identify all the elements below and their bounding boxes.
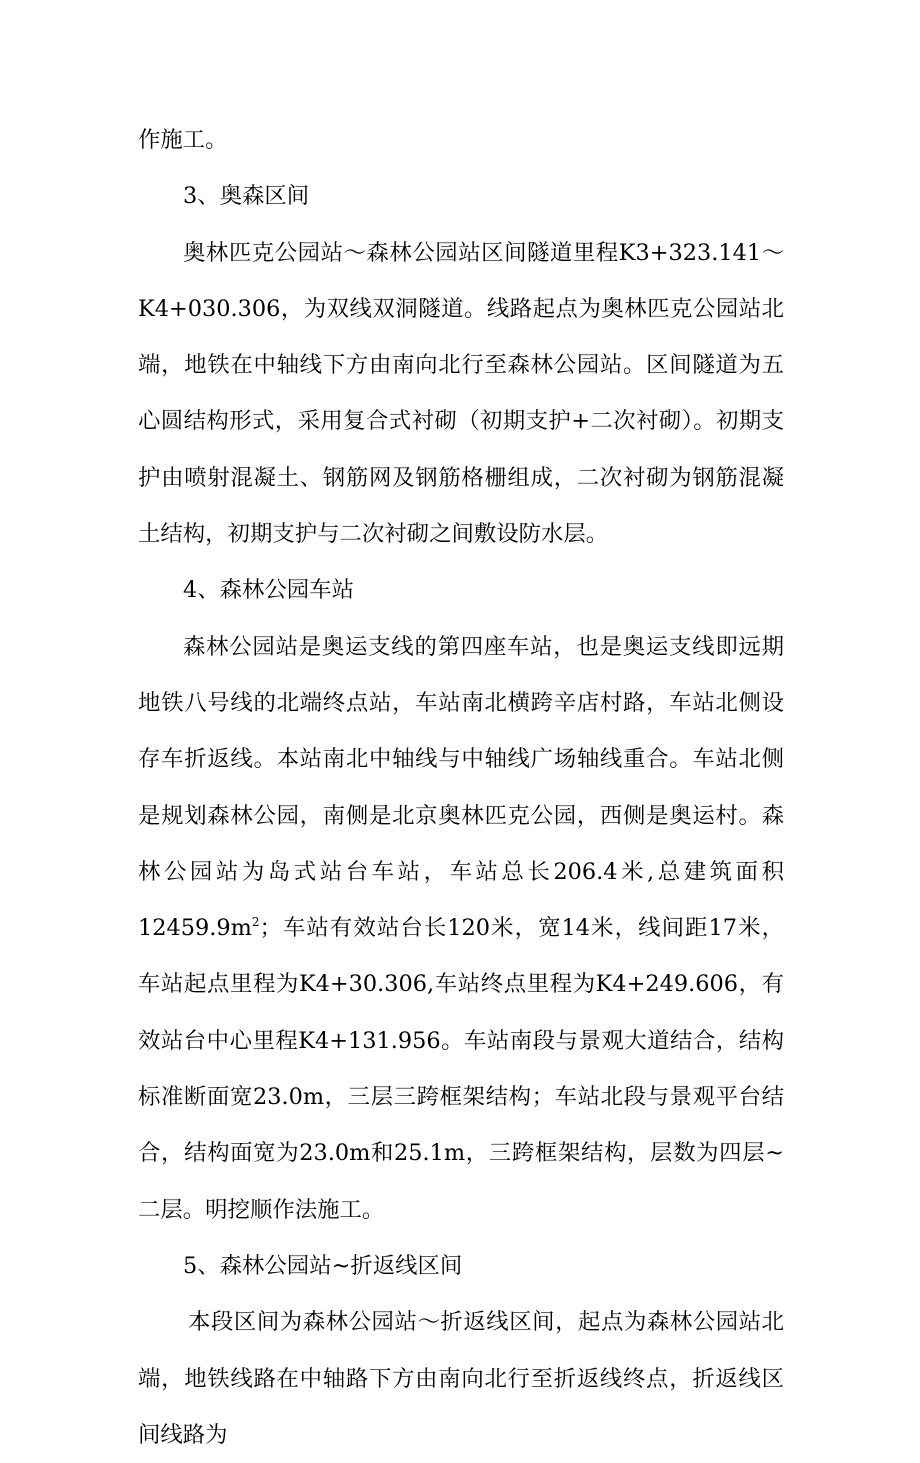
paragraph-continuation: 作施工。 xyxy=(138,127,228,153)
station-text-part-1: 森林公园站是奥运支线的第四座车站，也是奥运支线即远期地铁八号线的北端终点站，车站南北横跨辛店村路，车站北侧设存车折返线。本站南北中轴线与中轴线广场轴线重合。车站北侧是规划森林公园，南侧是北京奥林匹克公园，西侧是奥运村。森林公园站为岛式站台车站，车站总长206.4米,总建筑面积12459.9m xyxy=(138,633,784,942)
paragraph-aosen-tunnel: 奥林匹克公园站～森林公园站区间隧道里程K3+323.141～K4+030.306，为双线双洞隧道。线路起点为奥林匹克公园站北端，地铁在中轴线下方由南向北行至森林公园站。区间隧道为五心圆结构形式，采用复合式衬砌（初期支护+二次衬砌）。初期支护由喷射混凝土、钢筋网及钢筋格栅组成，二次衬砌为钢筋混凝土结构，初期支护与二次衬砌之间敷设防水层。 xyxy=(138,239,784,548)
section-heading-3: 3、奥森区间 xyxy=(183,183,310,210)
section-heading-5: 5、森林公园站~折返线区间 xyxy=(183,1252,463,1279)
station-text-part-2: ；车站有效站台长120米，宽14米，线间距17米，车站起点里程为K4+30.306,车站终点里程为K4+249.606，有效站台中心里程K4+131.956。车站南段与景观大道结合，结构标准断面宽23.0m，三层三跨框架结构；车站北段与景观平台结合，结构面宽为23.0m和25.1m，三跨框架结构，层数为四层~二层。明挖顺作法施工。 xyxy=(138,915,784,1223)
section-heading-4: 4、森林公园车站 xyxy=(183,577,354,604)
paragraph-turnback-section: 本段区间为森林公园站～折返线区间，起点为森林公园站北端，地铁线路在中轴路下方由南向北行至折返线终点，折返线区间线路为 xyxy=(138,1309,784,1448)
paragraph-forest-park-station xyxy=(138,619,784,1238)
document-body xyxy=(138,112,784,1463)
area-unit-superscript: 2 xyxy=(251,915,260,930)
